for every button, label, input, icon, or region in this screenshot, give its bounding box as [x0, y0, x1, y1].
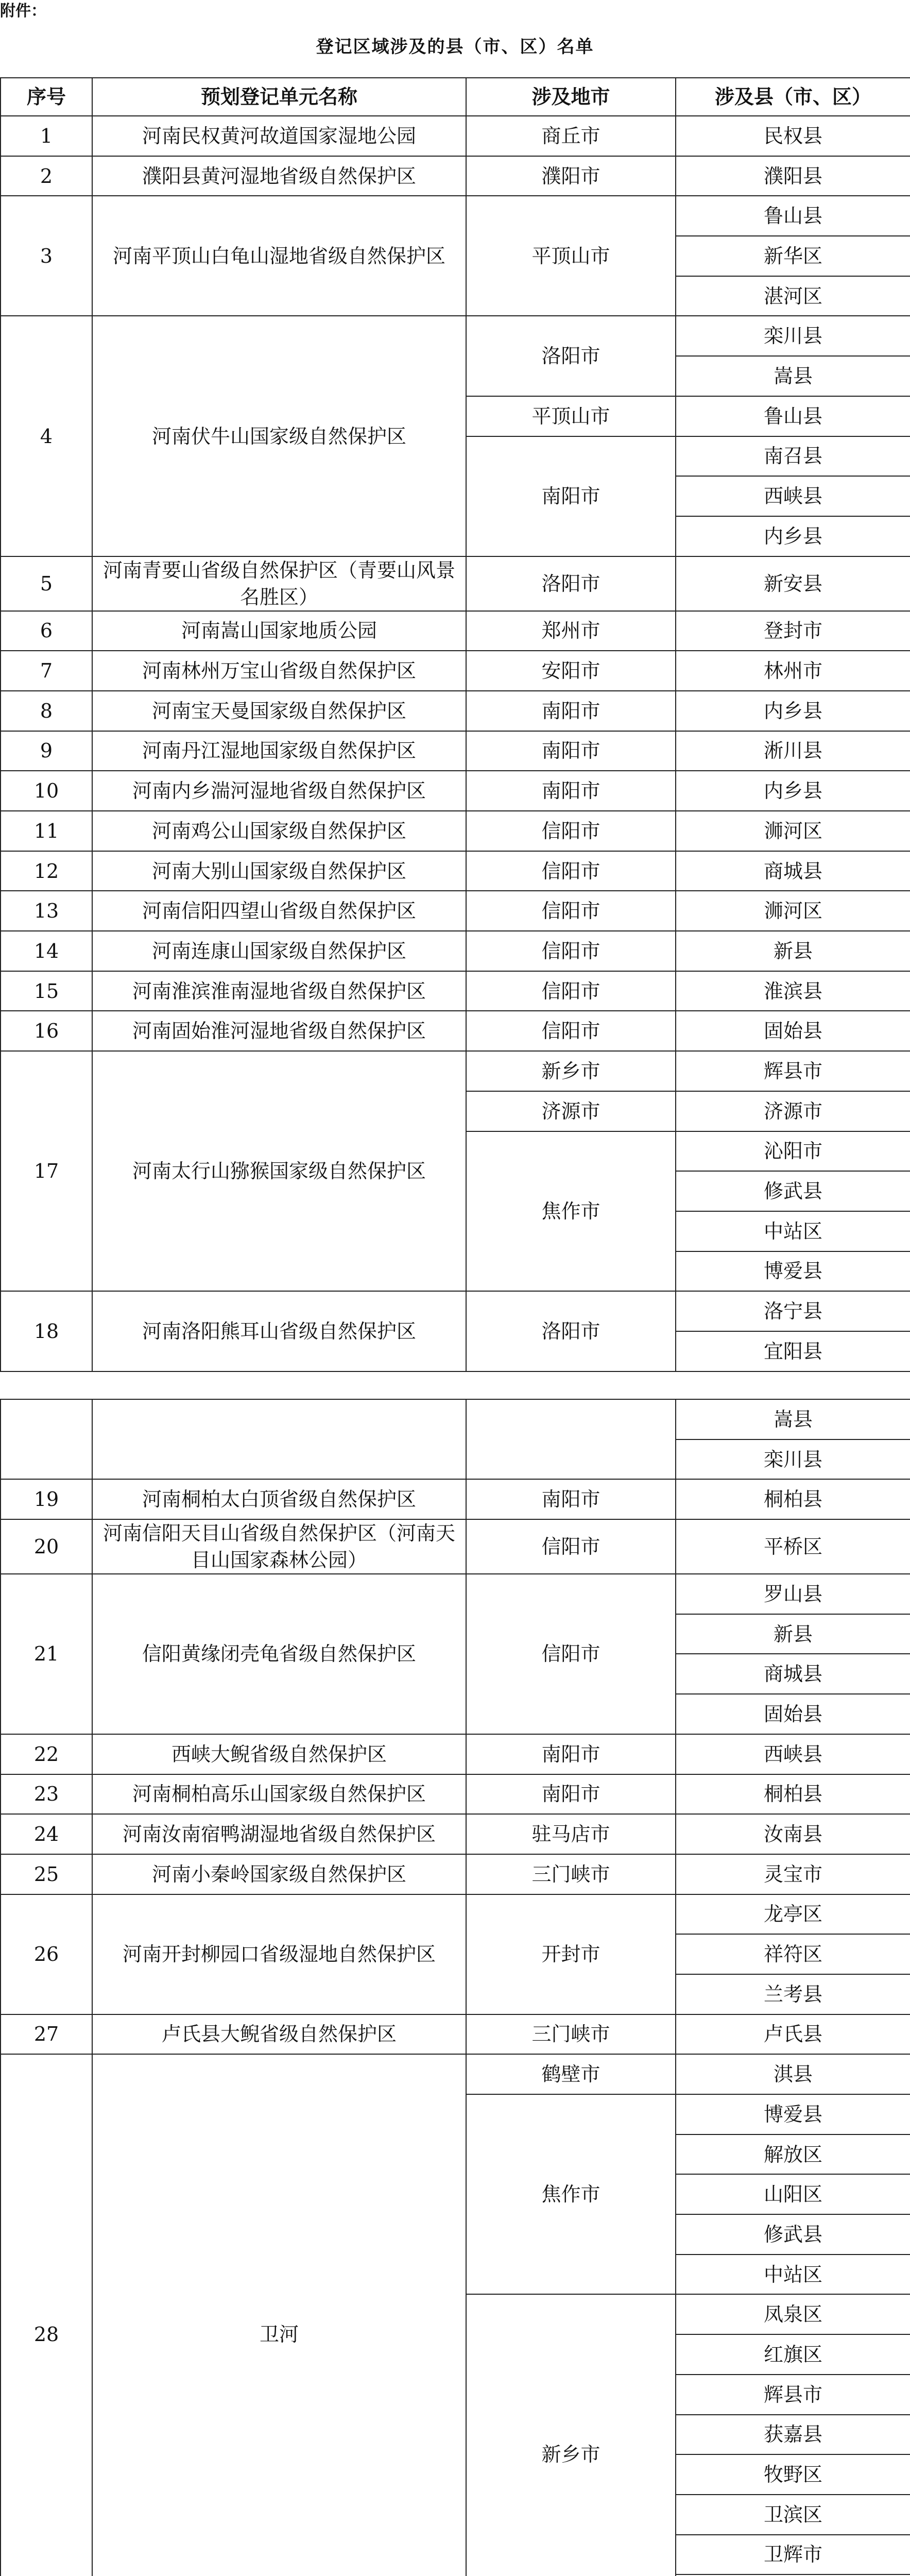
county-cell: 淮滨县 — [676, 971, 910, 1011]
county-cell: 固始县 — [676, 1011, 910, 1051]
city-cell: 开封市 — [466, 1894, 676, 2014]
row-number: 7 — [1, 651, 92, 691]
city-cell: 三门峡市 — [466, 2014, 676, 2055]
county-cell: 山阳区 — [676, 2174, 910, 2214]
county-cell: 祥符区 — [676, 1934, 910, 1974]
unit-name: 河南大别山国家级自然保护区 — [92, 851, 466, 891]
table-row — [1, 1519, 910, 1574]
unit-name: 河南丹江湿地国家级自然保护区 — [92, 731, 466, 771]
unit-name: 河南连康山国家级自然保护区 — [92, 931, 466, 971]
county-cell: 龙亭区 — [676, 1894, 910, 1935]
county-cell: 栾川县 — [676, 316, 910, 356]
row-number: 11 — [1, 811, 92, 851]
county-cell: 中站区 — [676, 1211, 910, 1251]
table-row — [1, 2014, 910, 2055]
row-number: 25 — [1, 1854, 92, 1894]
unit-name: 河南青要山省级自然保护区（青要山风景名胜区） — [92, 556, 466, 611]
city-cell: 郑州市 — [466, 611, 676, 651]
city-cell: 新乡市 — [466, 1051, 676, 1091]
row-number: 1 — [1, 116, 92, 156]
city-cell: 信阳市 — [466, 811, 676, 851]
document-title: 登记区域涉及的县（市、区）名单 — [316, 37, 594, 57]
county-cell: 嵩县 — [676, 1399, 910, 1439]
table-row — [1, 1854, 910, 1894]
county-cell: 淅川县 — [676, 731, 910, 771]
row-number: 27 — [1, 2014, 92, 2055]
county-cell: 牧野区 — [676, 2454, 910, 2495]
city-cell: 新乡市 — [466, 2294, 676, 2576]
county-cell: 桐柏县 — [676, 1479, 910, 1519]
table-row — [1, 1734, 910, 1774]
table-row — [1, 196, 910, 236]
row-number: 3 — [1, 196, 92, 316]
unit-name: 河南小秦岭国家级自然保护区 — [92, 1854, 466, 1894]
county-cell: 罗山县 — [676, 1574, 910, 1614]
table-row — [1, 731, 910, 771]
city-cell: 信阳市 — [466, 851, 676, 891]
table-row — [1, 116, 910, 156]
county-cell: 灵宝市 — [676, 1854, 910, 1894]
row-number: 17 — [1, 1051, 92, 1291]
table-row — [1, 811, 910, 851]
city-cell: 南阳市 — [466, 691, 676, 731]
county-cell: 新县 — [676, 931, 910, 971]
city-cell: 信阳市 — [466, 1519, 676, 1574]
city-cell: 平顶山市 — [466, 196, 676, 316]
county-cell: 鲁山县 — [676, 396, 910, 436]
city-cell: 焦作市 — [466, 1131, 676, 1292]
unit-name: 河南洛阳熊耳山省级自然保护区 — [92, 1291, 466, 1371]
county-cell: 淇县 — [676, 2054, 910, 2094]
row-number: 15 — [1, 971, 92, 1011]
county-cell: 浉河区 — [676, 891, 910, 931]
table-row — [1, 1399, 910, 1439]
city-cell: 洛阳市 — [466, 556, 676, 611]
county-cell: 宜阳县 — [676, 1331, 910, 1371]
county-cell: 博爱县 — [676, 1251, 910, 1292]
table-row — [1, 891, 910, 931]
table-row — [1, 1051, 910, 1091]
county-cell: 固始县 — [676, 1694, 910, 1734]
unit-name: 河南桐柏太白顶省级自然保护区 — [92, 1479, 466, 1519]
unit-name: 河南宝天曼国家级自然保护区 — [92, 691, 466, 731]
column-header: 涉及县（市、区） — [676, 78, 910, 116]
county-cell: 桐柏县 — [676, 1774, 910, 1815]
county-cell: 平桥区 — [676, 1519, 910, 1574]
unit-name: 河南太行山猕猴国家级自然保护区 — [92, 1051, 466, 1291]
county-cell: 栾川县 — [676, 1439, 910, 1480]
county-cell: 博爱县 — [676, 2094, 910, 2134]
table-row — [1, 771, 910, 811]
row-number — [1, 1399, 92, 1479]
table-row — [1, 1011, 910, 1051]
table-row — [1, 1291, 910, 1331]
row-number: 8 — [1, 691, 92, 731]
county-cell: 辉县市 — [676, 1051, 910, 1091]
unit-name: 河南平顶山白龟山湿地省级自然保护区 — [92, 196, 466, 316]
county-cell: 西峡县 — [676, 1734, 910, 1774]
row-number: 9 — [1, 731, 92, 771]
row-number: 20 — [1, 1519, 92, 1574]
unit-name: 河南鸡公山国家级自然保护区 — [92, 811, 466, 851]
unit-name: 河南信阳四望山省级自然保护区 — [92, 891, 466, 931]
city-cell: 焦作市 — [466, 2094, 676, 2294]
county-cell: 中站区 — [676, 2255, 910, 2295]
table-row — [1, 611, 910, 651]
county-cell: 卢氏县 — [676, 2014, 910, 2055]
county-cell: 新县 — [676, 1614, 910, 1654]
county-cell: 西峡县 — [676, 476, 910, 516]
row-number: 16 — [1, 1011, 92, 1051]
unit-name: 西峡大鲵省级自然保护区 — [92, 1734, 466, 1774]
city-cell: 平顶山市 — [466, 396, 676, 436]
city-cell: 信阳市 — [466, 1011, 676, 1051]
table-row — [1, 1774, 910, 1815]
row-number: 12 — [1, 851, 92, 891]
unit-name — [92, 1399, 466, 1479]
county-cell: 济源市 — [676, 1091, 910, 1131]
city-cell: 南阳市 — [466, 731, 676, 771]
row-number: 4 — [1, 316, 92, 556]
city-cell: 南阳市 — [466, 771, 676, 811]
county-cell: 卫辉市 — [676, 2535, 910, 2575]
city-cell — [466, 1399, 676, 1479]
city-cell: 安阳市 — [466, 651, 676, 691]
county-cell: 民权县 — [676, 116, 910, 156]
column-header: 涉及地市 — [466, 78, 676, 116]
county-cell: 修武县 — [676, 1171, 910, 1211]
unit-name: 卫河 — [92, 2054, 466, 2576]
unit-name: 河南民权黄河故道国家湿地公园 — [92, 116, 466, 156]
row-number: 13 — [1, 891, 92, 931]
attachment-label: 附件： — [0, 2, 46, 20]
table-row — [1, 556, 910, 611]
county-cell: 登封市 — [676, 611, 910, 651]
county-table-section — [0, 1399, 910, 2576]
row-number: 6 — [1, 611, 92, 651]
unit-name: 河南嵩山国家地质公园 — [92, 611, 466, 651]
table-row — [1, 2054, 910, 2094]
city-cell: 濮阳市 — [466, 156, 676, 196]
city-cell: 驻马店市 — [466, 1814, 676, 1854]
county-cell: 湛河区 — [676, 276, 910, 316]
row-number: 26 — [1, 1894, 92, 2014]
city-cell: 南阳市 — [466, 1479, 676, 1519]
city-cell: 信阳市 — [466, 931, 676, 971]
unit-name: 河南信阳天目山省级自然保护区（河南天目山国家森林公园） — [92, 1519, 466, 1574]
table-row — [1, 1479, 910, 1519]
county-cell: 鲁山县 — [676, 196, 910, 236]
county-cell: 获嘉县 — [676, 2415, 910, 2455]
unit-name: 河南固始淮河湿地省级自然保护区 — [92, 1011, 466, 1051]
county-cell: 商城县 — [676, 851, 910, 891]
row-number: 2 — [1, 156, 92, 196]
county-cell: 卫滨区 — [676, 2495, 910, 2535]
table-row — [1, 1814, 910, 1854]
county-cell: 嵩县 — [676, 356, 910, 396]
unit-name: 濮阳县黄河湿地省级自然保护区 — [92, 156, 466, 196]
county-cell: 解放区 — [676, 2134, 910, 2175]
row-number: 14 — [1, 931, 92, 971]
county-cell: 修武县 — [676, 2214, 910, 2255]
row-number: 21 — [1, 1574, 92, 1734]
column-header: 预划登记单元名称 — [92, 78, 466, 116]
row-number: 19 — [1, 1479, 92, 1519]
county-cell: 濮阳县 — [676, 156, 910, 196]
county-table-section — [0, 77, 910, 1372]
county-cell: 新华区 — [676, 236, 910, 276]
county-cell: 商城县 — [676, 1654, 910, 1694]
unit-name: 河南林州万宝山省级自然保护区 — [92, 651, 466, 691]
row-number: 24 — [1, 1814, 92, 1854]
unit-name: 河南淮滨淮南湿地省级自然保护区 — [92, 971, 466, 1011]
county-cell: 内乡县 — [676, 771, 910, 811]
unit-name: 河南内乡湍河湿地省级自然保护区 — [92, 771, 466, 811]
county-cell: 洛宁县 — [676, 1291, 910, 1331]
county-cell: 红旗区 — [676, 2334, 910, 2375]
city-cell: 洛阳市 — [466, 316, 676, 396]
city-cell: 南阳市 — [466, 1734, 676, 1774]
city-cell: 济源市 — [466, 1091, 676, 1131]
city-cell: 三门峡市 — [466, 1854, 676, 1894]
unit-name: 河南桐柏高乐山国家级自然保护区 — [92, 1774, 466, 1815]
unit-name: 河南汝南宿鸭湖湿地省级自然保护区 — [92, 1814, 466, 1854]
table-row — [1, 316, 910, 356]
column-header: 序号 — [1, 78, 92, 116]
city-cell: 洛阳市 — [466, 1291, 676, 1371]
table-row — [1, 156, 910, 196]
unit-name: 河南开封柳园口省级湿地自然保护区 — [92, 1894, 466, 2014]
row-number: 18 — [1, 1291, 92, 1371]
row-number: 10 — [1, 771, 92, 811]
city-cell: 信阳市 — [466, 971, 676, 1011]
county-cell: 汝南县 — [676, 1814, 910, 1854]
county-cell: 凤泉区 — [676, 2294, 910, 2334]
row-number: 23 — [1, 1774, 92, 1815]
county-cell: 内乡县 — [676, 691, 910, 731]
unit-name: 卢氏县大鲵省级自然保护区 — [92, 2014, 466, 2055]
county-cell: 辉县市 — [676, 2375, 910, 2415]
county-cell: 兰考县 — [676, 1974, 910, 2014]
table-row — [1, 971, 910, 1011]
county-cell: 沁阳市 — [676, 1131, 910, 1172]
city-cell: 信阳市 — [466, 1574, 676, 1734]
row-number: 22 — [1, 1734, 92, 1774]
city-cell: 鹤壁市 — [466, 2054, 676, 2094]
city-cell: 商丘市 — [466, 116, 676, 156]
row-number: 28 — [1, 2054, 92, 2576]
county-cell: 林州市 — [676, 651, 910, 691]
city-cell: 南阳市 — [466, 1774, 676, 1815]
unit-name: 河南伏牛山国家级自然保护区 — [92, 316, 466, 556]
table-row — [1, 851, 910, 891]
table-row — [1, 1574, 910, 1614]
city-cell: 信阳市 — [466, 891, 676, 931]
city-cell: 南阳市 — [466, 436, 676, 556]
table-row — [1, 651, 910, 691]
table-row — [1, 691, 910, 731]
table-row — [1, 931, 910, 971]
county-cell: 南召县 — [676, 436, 910, 477]
county-cell: 浉河区 — [676, 811, 910, 851]
county-cell: 新安县 — [676, 556, 910, 611]
table-row — [1, 1894, 910, 1935]
county-cell: 内乡县 — [676, 516, 910, 556]
table-header-row — [1, 78, 910, 116]
unit-name: 信阳黄缘闭壳龟省级自然保护区 — [92, 1574, 466, 1734]
row-number: 5 — [1, 556, 92, 611]
